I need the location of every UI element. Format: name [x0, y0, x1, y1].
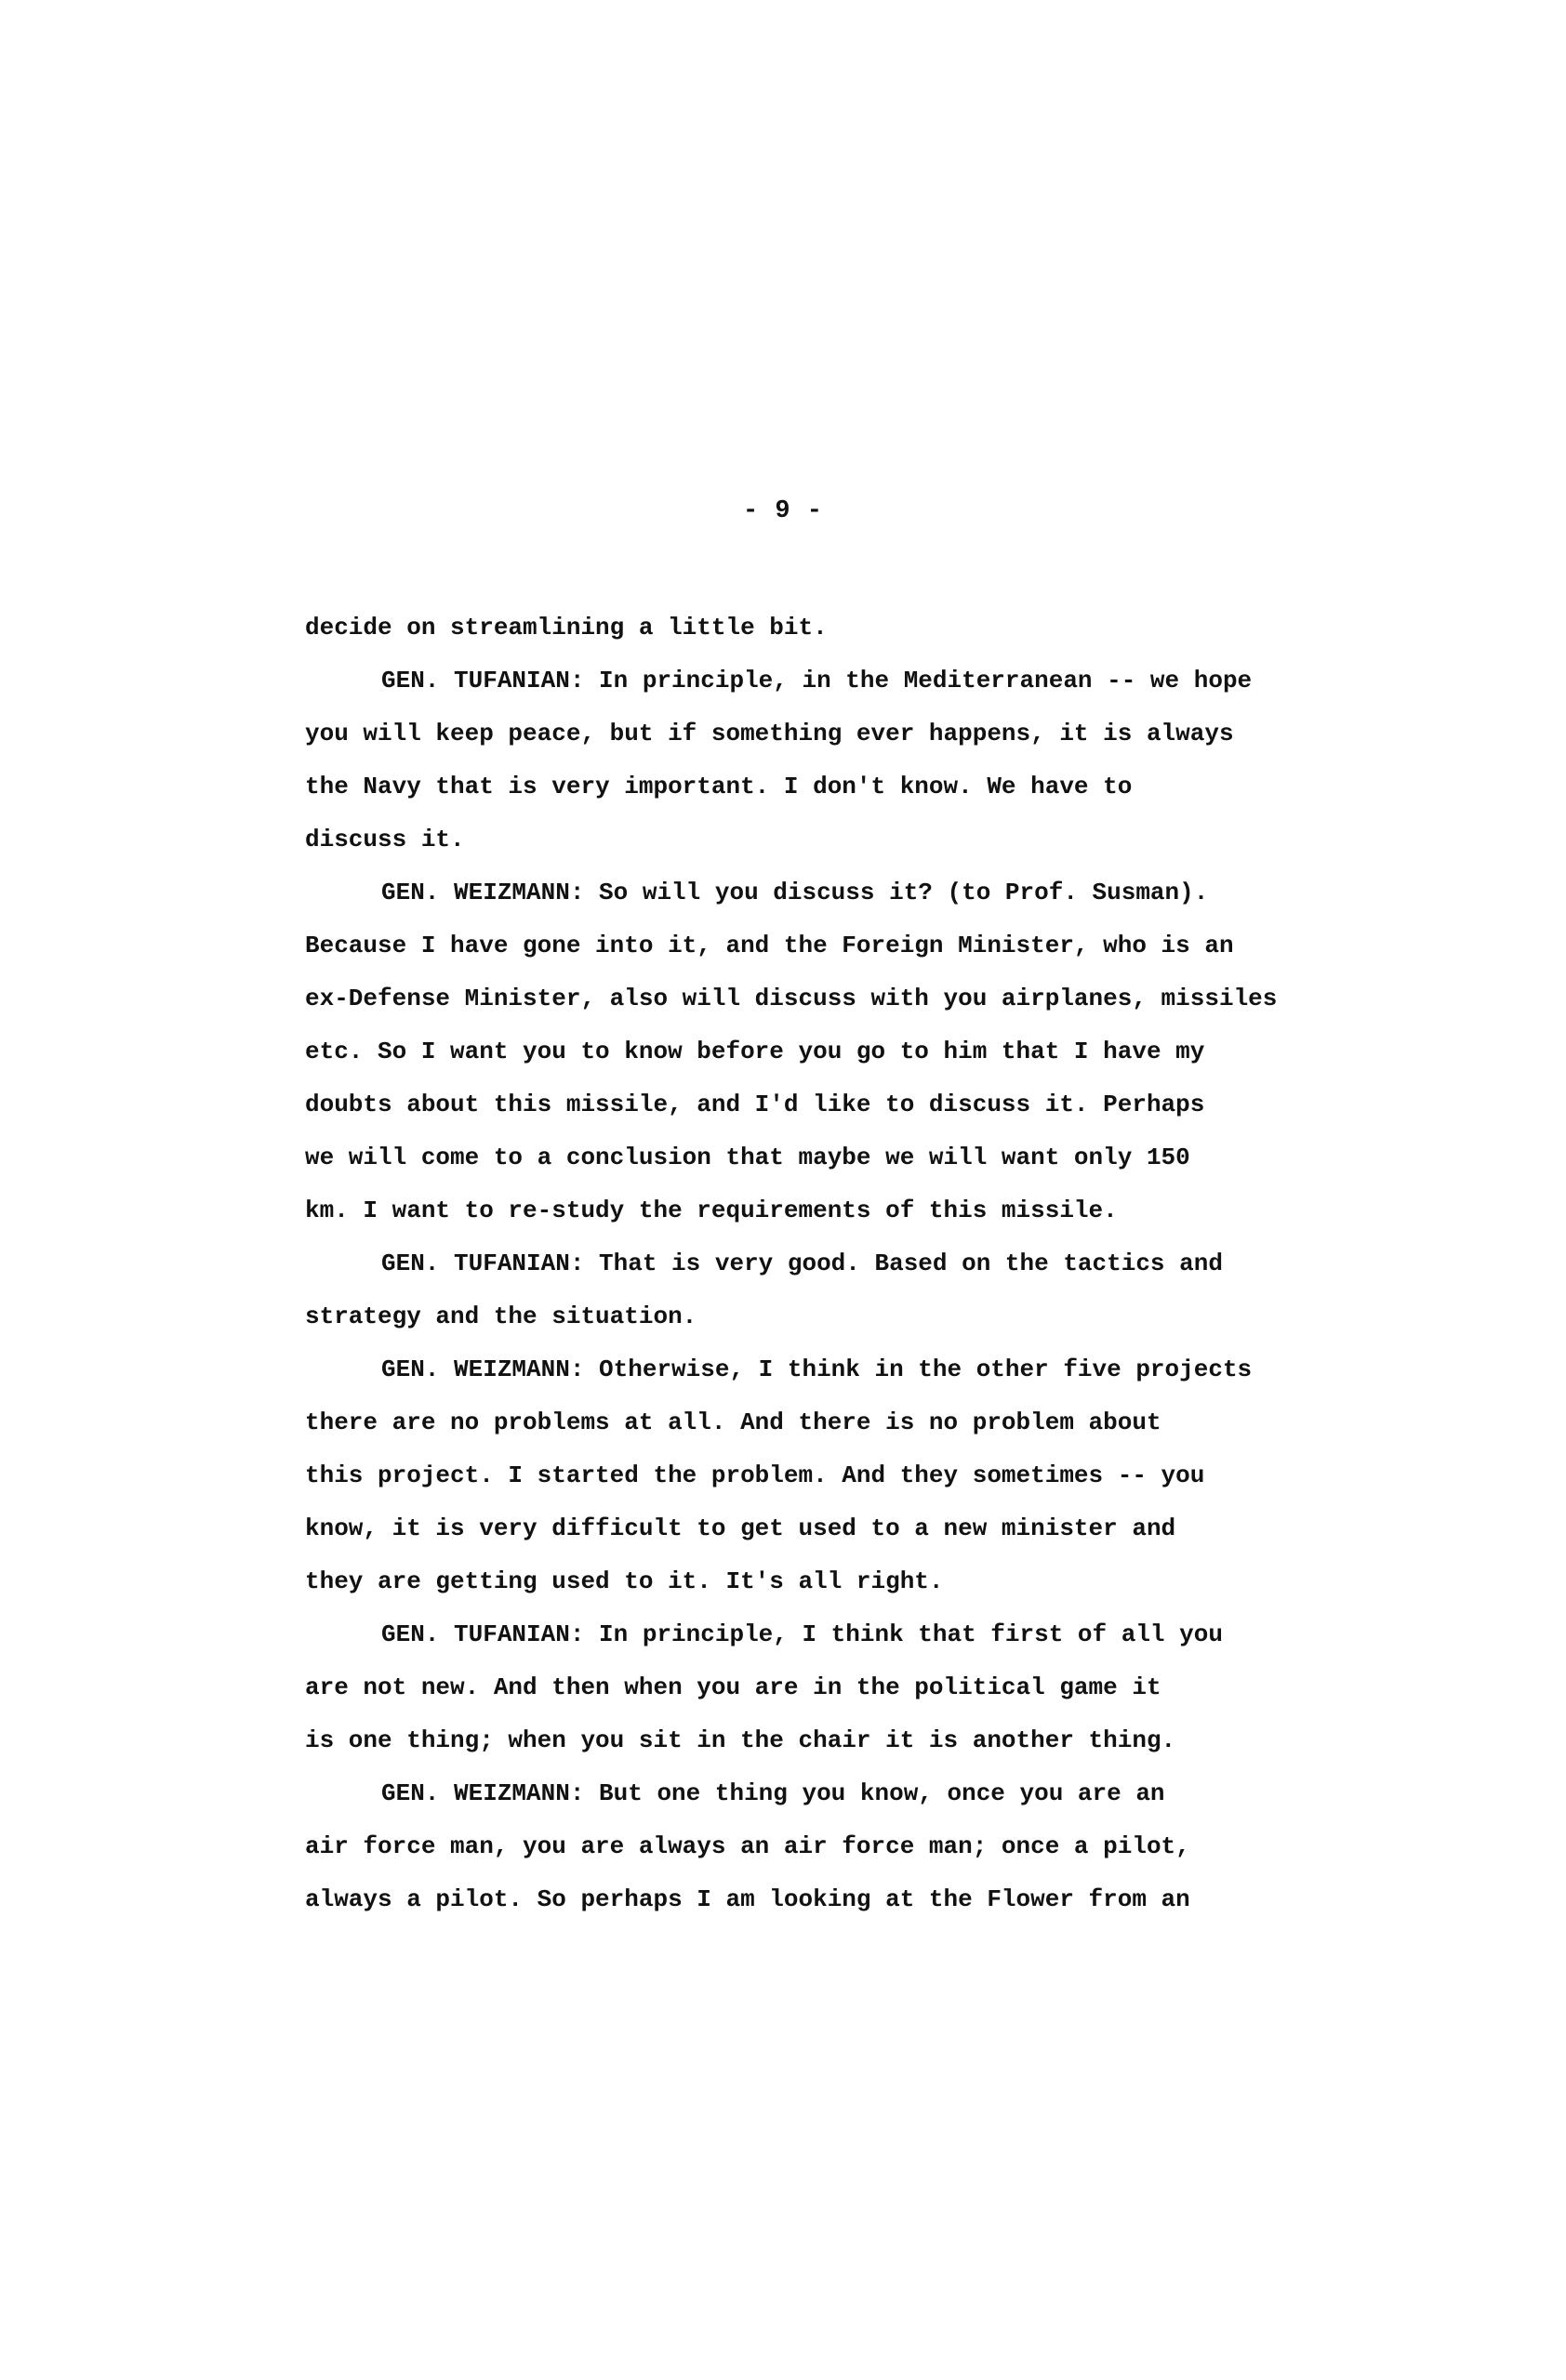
text-line: strategy and the situation.	[305, 1302, 697, 1330]
text-line: GEN. WEIZMANN: But one thing you know, once you are an	[381, 1779, 1165, 1807]
page-number: - 9 -	[742, 497, 823, 525]
text-line: always a pilot. So perhaps I am looking at the Flower from an	[305, 1885, 1190, 1913]
text-line: this project. I started the problem. And they sometimes -- you	[305, 1461, 1205, 1489]
text-line: the Navy that is very important. I don't know. We have to	[305, 773, 1133, 800]
text-line: discuss it.	[305, 826, 465, 853]
text-line: are not new. And then when you are in the political game it	[305, 1673, 1161, 1701]
text-line: decide on streamlining a little bit.	[305, 614, 828, 641]
text-line: they are getting used to it. It's all right.	[305, 1567, 944, 1595]
text-line: Because I have gone into it, and the Foreign Minister, who is an	[305, 932, 1234, 959]
text-line: we will come to a conclusion that maybe we will want only 150	[305, 1144, 1190, 1171]
text-line: GEN. WEIZMANN: Otherwise, I think in the other five projects	[381, 1355, 1253, 1383]
text-line: doubts about this missile, and I'd like to discuss it. Perhaps	[305, 1091, 1205, 1118]
text-line: you will keep peace, but if something ever happens, it is always	[305, 720, 1234, 747]
text-line: know, it is very difficult to get used to a new minister and	[305, 1514, 1176, 1542]
text-line: km. I want to re-study the requirements of this missile.	[305, 1197, 1118, 1224]
text-line: GEN. WEIZMANN: So will you discuss it? (to Prof. Susman).	[381, 879, 1209, 906]
text-line: there are no problems at all. And there is no problem about	[305, 1408, 1161, 1436]
text-line: GEN. TUFANIAN: That is very good. Based on the tactics and	[381, 1250, 1223, 1277]
text-line: GEN. TUFANIAN: In principle, in the Mediterranean -- we hope	[381, 667, 1253, 694]
text-line: ex-Defense Minister, also will discuss with you airplanes, missiles	[305, 985, 1278, 1012]
text-line: GEN. TUFANIAN: In principle, I think that first of all you	[381, 1620, 1223, 1648]
text-line: etc. So I want you to know before you go to him that I have my	[305, 1038, 1205, 1065]
text-line: is one thing; when you sit in the chair it is another thing.	[305, 1726, 1176, 1754]
text-line: air force man, you are always an air force man; once a pilot,	[305, 1832, 1190, 1860]
